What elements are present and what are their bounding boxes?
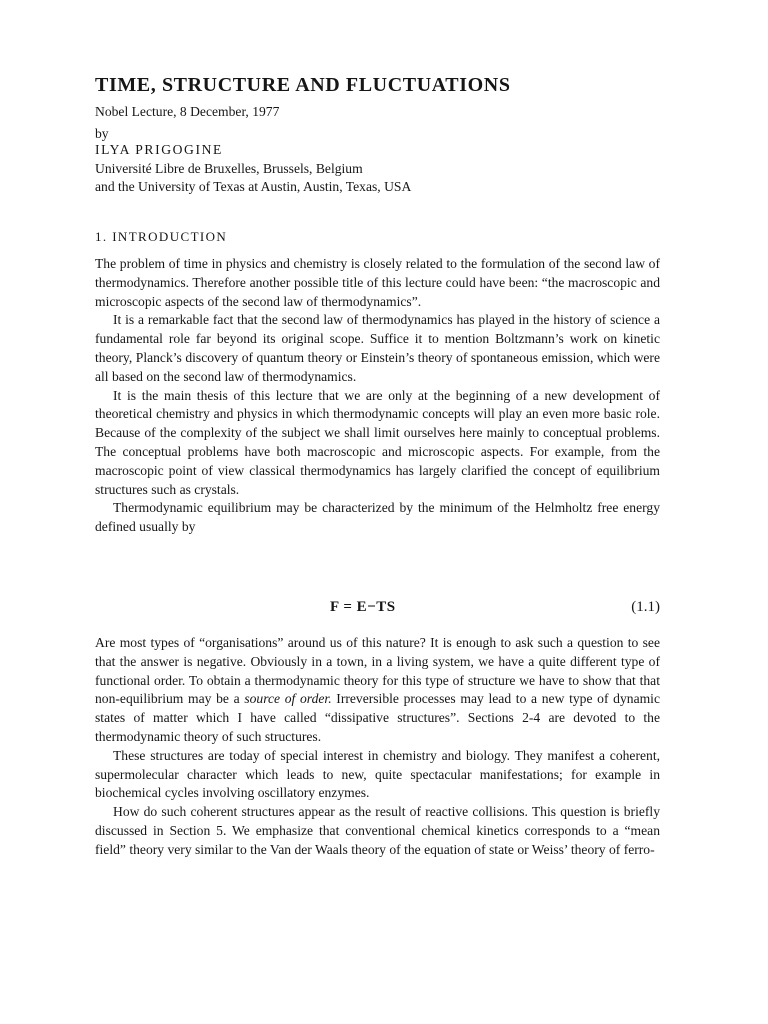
byline: by — [95, 126, 109, 141]
equation-number: (1.1) — [631, 599, 660, 615]
body-text-after-equation — [95, 634, 660, 860]
equation-1-1 — [95, 599, 660, 621]
paragraph: How do such coherent structures appear as the result of reactive collisions. This question is briefly discussed in Section 5. We emphasize that conventional chemical kinetics corresponds to a “mean field” theory very similar to the Van der Waals theory of the equation of state or Weiss’ theory of ferro- — [95, 804, 660, 857]
paragraph-text: Irreversible processes may lead to a new type of dynamic states of matter which I have called “dissipative structures”. Sections 2-4 are devoted to the thermodynamic theory of such structures. — [95, 691, 660, 744]
affiliation-line-1: Université Libre de Bruxelles, Brussels, Belgium — [95, 161, 363, 176]
paper-title: TIME, STRUCTURE AND FLUCTUATIONS — [95, 74, 511, 96]
paragraph — [95, 634, 660, 747]
section-heading: 1. INTRODUCTION — [95, 229, 228, 244]
paragraph: It is the main thesis of this lecture that we are only at the beginning of a new development of theoretical chemistry and physics in which thermodynamic concepts will play an even more basic role. Because of the complexity of the subject we shall limit ourselves here mainly to conceptual problems. The conceptual problems have both macroscopic and microscopic aspects. For example, from the macroscopic point of view classical thermodynamics has largely clarified the concept of equilibrium structures such as crystals. — [95, 387, 660, 497]
paragraph: It is a remarkable fact that the second law of thermodynamics has played in the history of science a fundamental role far beyond its original scope. Suffice it to mention Boltzmann’s work on kinetic theory, Planck’s discovery of quantum theory or Einstein’s theory of spontaneous emission, which were all based on the second law of thermodynamics. — [95, 312, 660, 384]
paragraph-text: Are most types of “organisations” around us of this nature? It is enough to ask such a question to see that the answer is negative. Obviously in a town, in a living system, we have a quite different type of functional order. To obtain a thermodynamic theory for this type of structure we have to show that that non-equilibrium may be a — [95, 635, 660, 707]
paragraph: These structures are today of special interest in chemistry and biology. They manifest a coherent, supermolecular character which leads to new, quite spectacular manifestations; for example in biochemical cycles involving oscillatory enzymes. — [95, 747, 660, 801]
paragraph: Thermodynamic equilibrium may be characterized by the minimum of the Helmholtz free energy defined usually by — [95, 500, 660, 535]
italic-phrase: source of order. — [244, 691, 332, 707]
lecture-date: Nobel Lecture, 8 December, 1977 — [95, 104, 280, 119]
affiliation-line-2: and the University of Texas at Austin, Austin, Texas, USA — [95, 179, 412, 194]
author-name: ILYA PRIGOGINE — [95, 142, 223, 157]
paragraph: The problem of time in physics and chemistry is closely related to the formulation of the second law of thermodynamics. Therefore another possible title of this lecture could have been: “the macroscopic and microscopic aspects of the second law of thermodynamics”. — [95, 256, 660, 309]
equation-formula: F = E−TS — [330, 599, 396, 615]
body-text-before-equation — [95, 255, 660, 537]
